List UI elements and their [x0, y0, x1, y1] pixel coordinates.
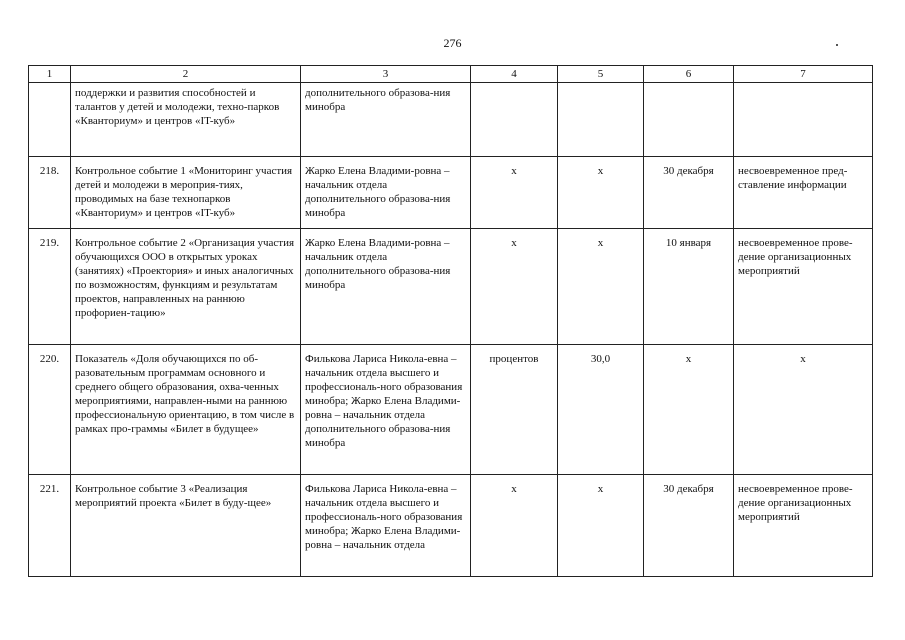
- col-header-3: 3: [301, 66, 471, 83]
- table-cell: [471, 83, 558, 157]
- table-row: [29, 475, 873, 577]
- row-number: 221.: [29, 475, 71, 577]
- row-risk: х: [734, 345, 873, 475]
- row-number: 218.: [29, 157, 71, 229]
- row-responsible: Жарко Елена Владими-ровна – начальник отдела дополнительного образова-ния минобра: [301, 157, 471, 229]
- row-unit: х: [471, 475, 558, 577]
- continuation-resp: дополнительного образова-ния минобра: [301, 83, 471, 157]
- row-value: х: [558, 475, 644, 577]
- row-unit: х: [471, 229, 558, 345]
- table-cell: [558, 83, 644, 157]
- row-number: 219.: [29, 229, 71, 345]
- row-description: Контрольное событие 3 «Реализация мероприятий проекта «Билет в буду-щее»: [71, 475, 301, 577]
- table-cell: [29, 83, 71, 157]
- row-responsible: Жарко Елена Владими-ровна – начальник отдела дополнительного образова-ния минобра: [301, 229, 471, 345]
- row-date: 30 декабря: [644, 157, 734, 229]
- col-header-7: 7: [734, 66, 873, 83]
- row-risk: несвоевременное прове-дение организационных мероприятий: [734, 475, 873, 577]
- row-date: 10 января: [644, 229, 734, 345]
- row-description: Контрольное событие 2 «Организация участия обучающихся ООО в открытых уроках (занятиях) «Проектория» и иных аналогичных по возможностям, функциям и результатам проектов, направленных на раннюю профориен-тацию»: [71, 229, 301, 345]
- header-row: [29, 66, 873, 83]
- row-value: х: [558, 157, 644, 229]
- col-header-6: 6: [644, 66, 734, 83]
- scan-speck: [836, 44, 838, 46]
- table-row: [29, 229, 873, 345]
- continuation-row: [29, 83, 873, 157]
- plan-table: [28, 65, 873, 577]
- col-header-4: 4: [471, 66, 558, 83]
- page-number: 276: [443, 36, 462, 50]
- table-cell: [734, 83, 873, 157]
- row-responsible: Филькова Лариса Никола-евна – начальник отдела высшего и профессиональ-ного образования минобра; Жарко Елена Владими-ровна – начальник отдела: [301, 475, 471, 577]
- row-unit: х: [471, 157, 558, 229]
- row-value: х: [558, 229, 644, 345]
- row-value: 30,0: [558, 345, 644, 475]
- table-row: [29, 157, 873, 229]
- col-header-2: 2: [71, 66, 301, 83]
- row-description: Контрольное событие 1 «Мониторинг участия детей и молодежи в мероприя-тиях, проводимых на базе технопарков «Кванториум» и центров «IT-куб»: [71, 157, 301, 229]
- col-header-1: 1: [29, 66, 71, 83]
- row-risk: несвоевременное прове-дение организационных мероприятий: [734, 229, 873, 345]
- row-description: Показатель «Доля обучающихся по об-разовательным программам основного и среднего общего образования, охва-ченных мероприятиями, направлен-ными на раннюю профессиональную ориентацию, в том числе в рамках про-граммы «Билет в будущее»: [71, 345, 301, 475]
- row-unit: процентов: [471, 345, 558, 475]
- col-header-5: 5: [558, 66, 644, 83]
- table-cell: [644, 83, 734, 157]
- row-date: х: [644, 345, 734, 475]
- row-risk: несвоевременное пред-ставление информации: [734, 157, 873, 229]
- row-number: 220.: [29, 345, 71, 475]
- row-date: 30 декабря: [644, 475, 734, 577]
- row-responsible: Филькова Лариса Никола-евна – начальник отдела высшего и профессиональ-ного образования минобра; Жарко Елена Владими-ровна – начальник отдела дополнительного образова-ния минобра: [301, 345, 471, 475]
- continuation-desc: поддержки и развития способностей и талантов у детей и молодежи, техно-парков «Кванториум» и центров «IT-куб»: [71, 83, 301, 157]
- table-row: [29, 345, 873, 475]
